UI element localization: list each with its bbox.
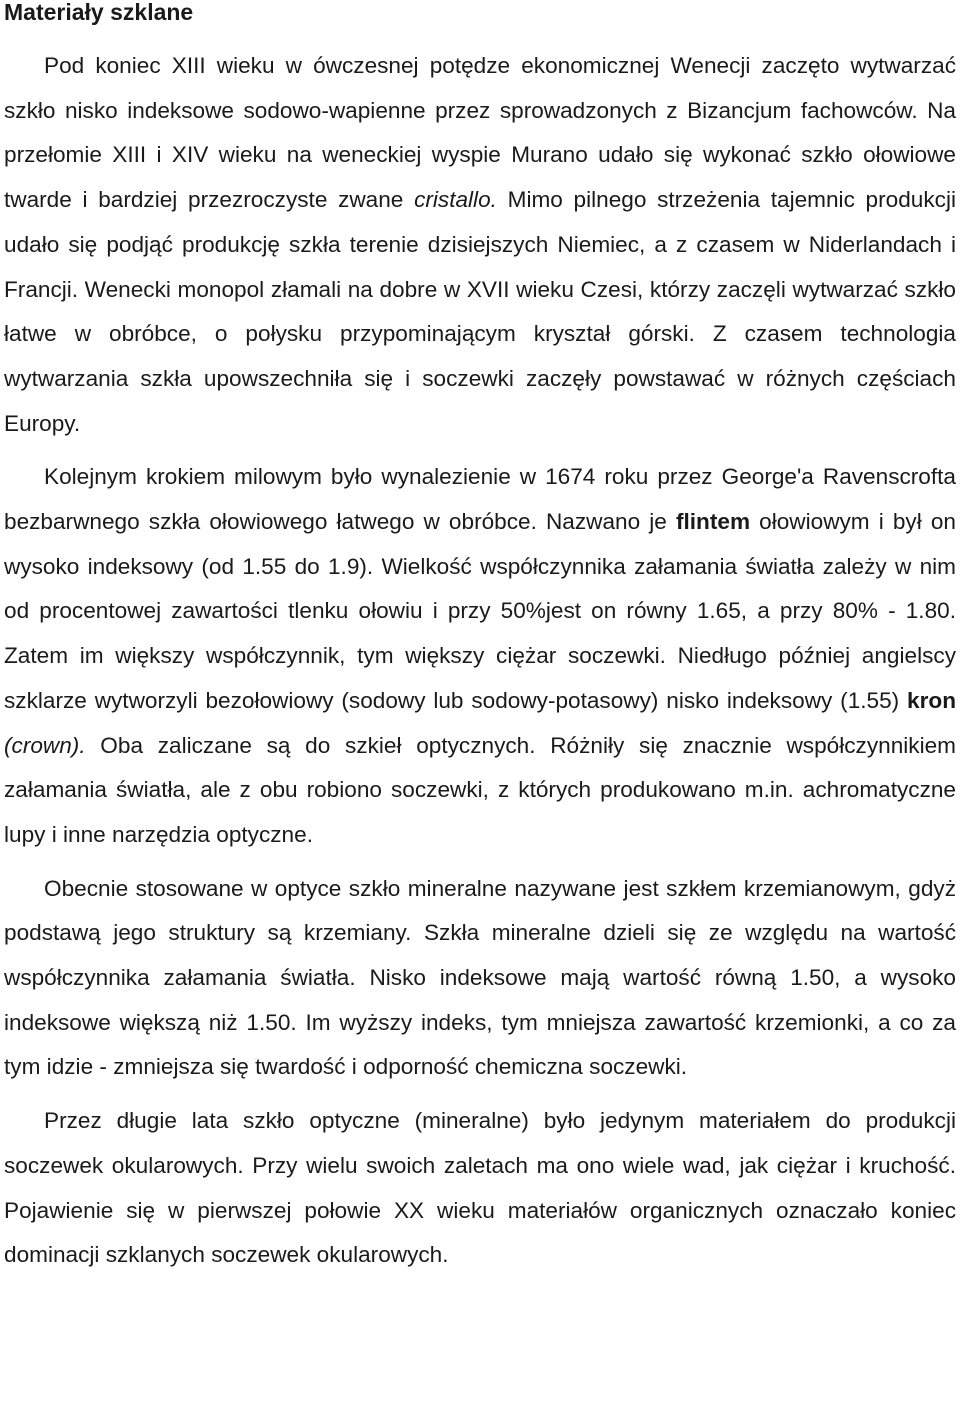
- term-crown: (crown).: [4, 732, 86, 758]
- document-title: Materiały szklane: [4, 0, 194, 25]
- term-kron: kron: [907, 687, 956, 713]
- paragraph-text: Pod koniec XIII wieku w ówczesnej potędze ekonomicznej Wenecji zaczęto wytwarzać szkło nisko indeksowe sodowo-wapienne przez sprowadzonych z Bizancjum fachowców. Na przełomie XIII i XIV wieku na weneckiej wyspie Murano udało się wykonać szkło ołowiowe twarde i bardziej przezroczyste zwane: [4, 53, 956, 213]
- term-flint: flintem: [675, 509, 751, 535]
- paragraph-flint-crown: [4, 455, 956, 857]
- paragraph-text: Kolejnym krokiem milowym było wynalezienie w 1674 roku przez George'a Ravenscrofta bezbarwnego szkła ołowiowego łatwego w obróbce. Nazwano je: [4, 464, 956, 535]
- paragraph-text: ołowiowym i był on wysoko indeksowy (od 1.55 do 1.9). Wielkość współczynnika załamania światła zależy w nim od procentowej zawartości tlenku ołowiu i przy 50%jest on równy 1.65, a przy 80% - 1.80. Zatem im większy współczynnik, tym większy ciężar soczewki. Niedługo później angielscy szklarze wytworzyli bezołowiowy (sodowy lub sodowy-potasowy) nisko indeksowy (1.55): [4, 509, 956, 713]
- paragraph-mineral-glass: Obecnie stosowane w optyce szkło mineralne nazywane jest szkłem krzemianowym, gdyż podstawą jego struktury są krzemiany. Szkła mineralne dzieli się ze względu na wartość współczynnika załamania światła. Nisko indeksowe mają wartość równą 1.50, a wysoko indeksowe większą niż 1.50. Im wyższy indeks, tym mniejsza zawartość krzemionki, a co za tym idzie - zmniejsza się twardość i odporność chemiczna soczewki.: [4, 875, 956, 1080]
- paragraph-history-venice: [4, 44, 956, 446]
- term-cristallo: cristallo.: [414, 187, 497, 213]
- paragraph-organic-materials: Przez długie lata szkło optyczne (mineralne) było jedynym materiałem do produkcji soczewek okularowych. Przy wielu swoich zaletach ma ono wiele wad, jak ciężar i kruchość. Pojawienie się w pierwszej połowie XX wieku materiałów organicznych oznaczało koniec dominacji szklanych soczewek okularowych.: [4, 1108, 956, 1268]
- paragraph-text: Oba zaliczane są do szkieł optycznych. Różniły się znacznie współczynnikiem załamania światła, ale z obu robiono soczewki, z których produkowano m.in. achromatyczne lupy i inne narzędzia optyczne.: [4, 732, 956, 847]
- paragraph-text: Mimo pilnego strzeżenia tajemnic produkcji udało się podjąć produkcję szkła terenie dzisiejszych Niemiec, a z czasem w Niderlandach i Francji. Wenecki monopol złamali na dobre w XVII wieku Czesi, którzy zaczęli wytwarzać szkło łatwe w obróbce, o połysku przypominającym kryształ górski. Z czasem technologia wytwarzania szkła upowszechniła się i soczewki zaczęły powstawać w różnych częściach Europy.: [4, 187, 956, 436]
